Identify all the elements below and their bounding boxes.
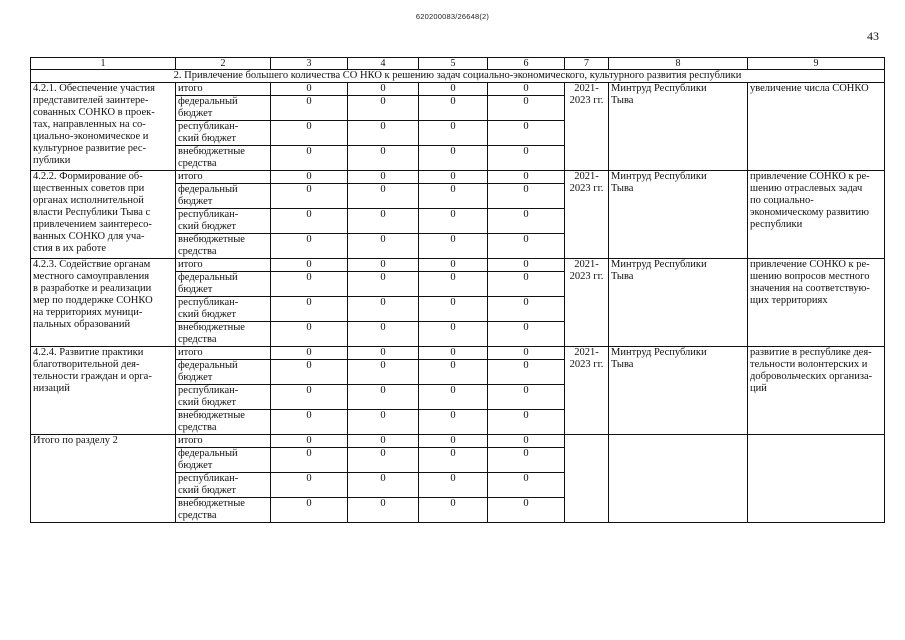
expected-result-cell — [748, 435, 885, 523]
amount-cell: 0 — [348, 272, 419, 297]
amount-cell: 0 — [419, 448, 488, 473]
period-cell: 2021- 2023 гг. — [565, 259, 609, 347]
table-row — [31, 171, 885, 184]
section-title-row — [31, 70, 885, 83]
amount-cell: 0 — [419, 297, 488, 322]
amount-cell: 0 — [271, 272, 348, 297]
amount-cell: 0 — [419, 121, 488, 146]
amount-cell: 0 — [348, 322, 419, 347]
amount-cell: 0 — [419, 410, 488, 435]
amount-cell: 0 — [419, 83, 488, 96]
amount-cell: 0 — [271, 322, 348, 347]
amount-cell: 0 — [348, 171, 419, 184]
period-cell: 2021- 2023 гг. — [565, 171, 609, 259]
funding-source: республикан- ский бюджет — [176, 209, 271, 234]
funding-source: итого — [176, 171, 271, 184]
amount-cell: 0 — [488, 184, 565, 209]
period-cell: 2021- 2023 гг. — [565, 347, 609, 435]
amount-cell: 0 — [419, 209, 488, 234]
amount-cell: 0 — [419, 184, 488, 209]
amount-cell: 0 — [348, 96, 419, 121]
amount-cell: 0 — [271, 385, 348, 410]
amount-cell: 0 — [348, 259, 419, 272]
amount-cell: 0 — [488, 360, 565, 385]
amount-cell: 0 — [348, 146, 419, 171]
amount-cell: 0 — [348, 498, 419, 523]
funding-source: внебюджетные средства — [176, 322, 271, 347]
amount-cell: 0 — [488, 297, 565, 322]
amount-cell: 0 — [271, 410, 348, 435]
expected-result-cell: привлечение СОНКО к ре- шению вопросов местного значения на соответствую- щих территориях — [748, 259, 885, 347]
column-number: 2 — [176, 58, 271, 70]
amount-cell: 0 — [419, 146, 488, 171]
funding-source: внебюджетные средства — [176, 498, 271, 523]
measure-description: Итого по разделу 2 — [31, 435, 176, 523]
column-number: 3 — [271, 58, 348, 70]
measure-description: 4.2.2. Формирование об- щественных советов при органах исполнительной власти Республики Тыва с привлечением заинтересо- ванных СОНКО для уча- стия в их работе — [31, 171, 176, 259]
amount-cell: 0 — [488, 146, 565, 171]
amount-cell: 0 — [419, 234, 488, 259]
amount-cell: 0 — [419, 96, 488, 121]
amount-cell: 0 — [271, 146, 348, 171]
funding-source: республикан- ский бюджет — [176, 121, 271, 146]
table-row — [31, 435, 885, 448]
amount-cell: 0 — [419, 435, 488, 448]
measure-description: 4.2.3. Содействие органам местного самоуправления в разработке и реализации мер по поддержке СОНКО на территориях муници- пальных образований — [31, 259, 176, 347]
executor-cell: Минтруд Республики Тыва — [609, 83, 748, 171]
amount-cell: 0 — [271, 360, 348, 385]
funding-source: итого — [176, 435, 271, 448]
amount-cell: 0 — [488, 83, 565, 96]
column-number: 7 — [565, 58, 609, 70]
column-number: 1 — [31, 58, 176, 70]
amount-cell: 0 — [488, 385, 565, 410]
funding-source: итого — [176, 347, 271, 360]
amount-cell: 0 — [419, 385, 488, 410]
amount-cell: 0 — [348, 360, 419, 385]
amount-cell: 0 — [488, 448, 565, 473]
executor-cell: Минтруд Республики Тыва — [609, 171, 748, 259]
amount-cell: 0 — [488, 96, 565, 121]
amount-cell: 0 — [348, 385, 419, 410]
amount-cell: 0 — [271, 171, 348, 184]
amount-cell: 0 — [271, 209, 348, 234]
column-number: 8 — [609, 58, 748, 70]
funding-source: внебюджетные средства — [176, 146, 271, 171]
page-number: 43 — [867, 29, 879, 43]
amount-cell: 0 — [271, 473, 348, 498]
amount-cell: 0 — [488, 209, 565, 234]
amount-cell: 0 — [271, 259, 348, 272]
amount-cell: 0 — [488, 435, 565, 448]
amount-cell: 0 — [488, 272, 565, 297]
funding-source: федеральный бюджет — [176, 184, 271, 209]
period-cell — [565, 435, 609, 523]
amount-cell: 0 — [348, 209, 419, 234]
executor-cell — [609, 435, 748, 523]
amount-cell: 0 — [271, 448, 348, 473]
table-row — [31, 83, 885, 96]
amount-cell: 0 — [348, 297, 419, 322]
amount-cell: 0 — [271, 297, 348, 322]
amount-cell: 0 — [488, 498, 565, 523]
expected-result-cell: привлечение СОНКО к ре- шению отраслевых задач по социально- экономическому развитию республики — [748, 171, 885, 259]
funding-source: федеральный бюджет — [176, 448, 271, 473]
amount-cell: 0 — [348, 234, 419, 259]
amount-cell: 0 — [271, 96, 348, 121]
amount-cell: 0 — [348, 121, 419, 146]
funding-source: внебюджетные средства — [176, 234, 271, 259]
table-row — [31, 347, 885, 360]
column-number-row — [31, 58, 885, 70]
measure-description: 4.2.4. Развитие практики благотворительной дея- тельности граждан и орга- низаций — [31, 347, 176, 435]
amount-cell: 0 — [348, 83, 419, 96]
funding-source: итого — [176, 259, 271, 272]
amount-cell: 0 — [419, 259, 488, 272]
amount-cell: 0 — [419, 347, 488, 360]
expected-result-cell: увеличение числа СОНКО — [748, 83, 885, 171]
amount-cell: 0 — [488, 347, 565, 360]
amount-cell: 0 — [271, 498, 348, 523]
column-number: 9 — [748, 58, 885, 70]
amount-cell: 0 — [348, 410, 419, 435]
table-row — [31, 259, 885, 272]
amount-cell: 0 — [348, 435, 419, 448]
funding-source: внебюджетные средства — [176, 410, 271, 435]
amount-cell: 0 — [419, 272, 488, 297]
amount-cell: 0 — [488, 234, 565, 259]
amount-cell: 0 — [419, 322, 488, 347]
funding-source: республикан- ский бюджет — [176, 473, 271, 498]
funding-source: федеральный бюджет — [176, 360, 271, 385]
amount-cell: 0 — [271, 347, 348, 360]
amount-cell: 0 — [271, 83, 348, 96]
column-number: 6 — [488, 58, 565, 70]
amount-cell: 0 — [348, 473, 419, 498]
executor-cell: Минтруд Республики Тыва — [609, 259, 748, 347]
amount-cell: 0 — [419, 360, 488, 385]
amount-cell: 0 — [488, 322, 565, 347]
budget-table — [30, 57, 885, 523]
amount-cell: 0 — [419, 171, 488, 184]
amount-cell: 0 — [271, 184, 348, 209]
funding-source: итого — [176, 83, 271, 96]
amount-cell: 0 — [419, 498, 488, 523]
funding-source: федеральный бюджет — [176, 272, 271, 297]
column-number: 5 — [419, 58, 488, 70]
period-cell: 2021- 2023 гг. — [565, 83, 609, 171]
funding-source: федеральный бюджет — [176, 96, 271, 121]
amount-cell: 0 — [348, 184, 419, 209]
funding-source: республикан- ский бюджет — [176, 297, 271, 322]
expected-result-cell: развитие в республике дея- тельности волонтерских и добровольческих организа- ций — [748, 347, 885, 435]
amount-cell: 0 — [488, 473, 565, 498]
amount-cell: 0 — [488, 121, 565, 146]
section-title: 2. Привлечение большего количества СО НКО к решению задач социально-экономического, культурного развития республики — [31, 70, 885, 83]
amount-cell: 0 — [488, 259, 565, 272]
amount-cell: 0 — [348, 347, 419, 360]
amount-cell: 0 — [488, 171, 565, 184]
column-number: 4 — [348, 58, 419, 70]
amount-cell: 0 — [271, 234, 348, 259]
amount-cell: 0 — [271, 121, 348, 146]
amount-cell: 0 — [271, 435, 348, 448]
measure-description: 4.2.1. Обеспечение участия представителей заинтере- сованных СОНКО в проек- тах, направленных на со- циально-экономическое и культурное развитие рес- публики — [31, 83, 176, 171]
funding-source: республикан- ский бюджет — [176, 385, 271, 410]
amount-cell: 0 — [488, 410, 565, 435]
amount-cell: 0 — [419, 473, 488, 498]
executor-cell: Минтруд Республики Тыва — [609, 347, 748, 435]
document-id: 620200083/26648(2) — [415, 12, 490, 21]
amount-cell: 0 — [348, 448, 419, 473]
